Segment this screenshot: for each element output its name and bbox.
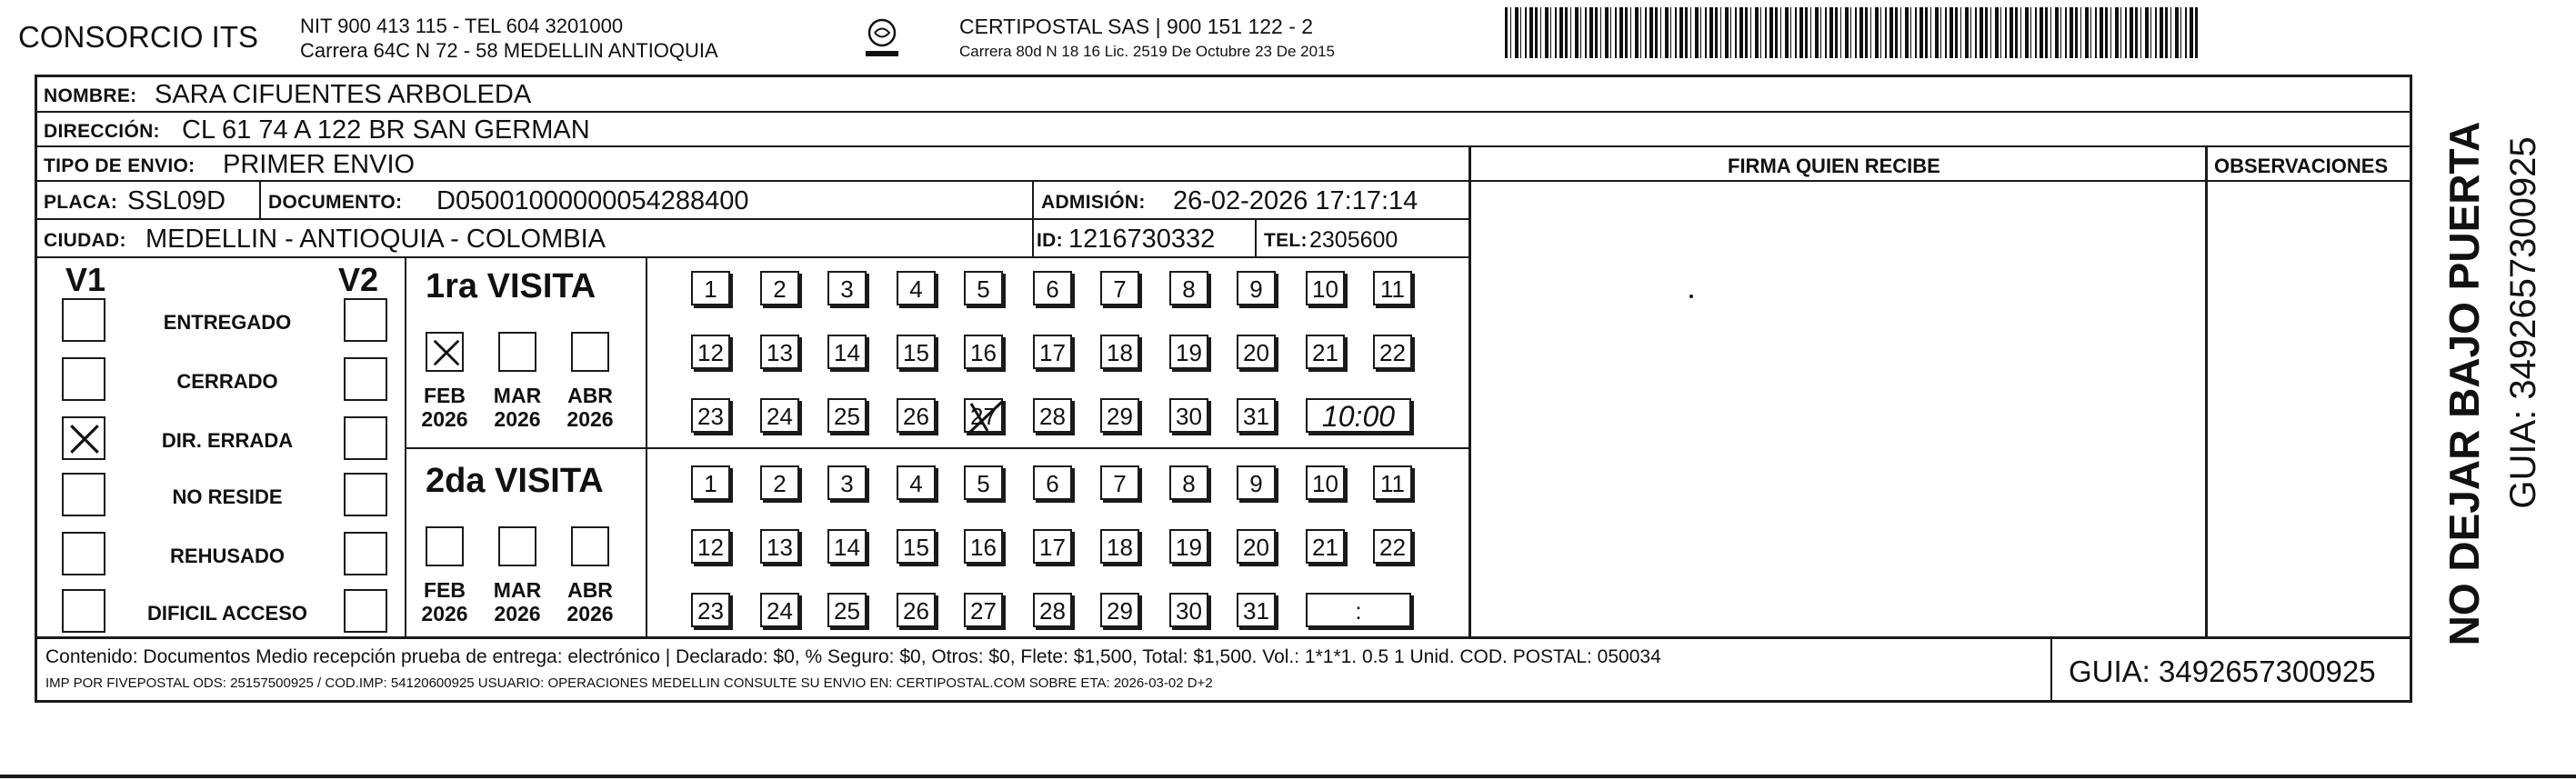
day-box[interactable]: 16 [964,529,1003,564]
recipient-address: CL 61 74 A 122 BR SAN GERMAN [182,115,590,145]
time-box[interactable]: : [1306,593,1411,627]
month-year: 2026 [421,602,468,626]
day-box[interactable]: 9 [1237,465,1276,500]
day-box[interactable]: 9 [1237,271,1276,305]
status-label: ENTREGADO [163,311,292,334]
x-mark-icon [65,420,104,458]
day-box[interactable]: 4 [897,465,936,500]
v1-checkbox[interactable] [62,589,105,633]
month-year: 2026 [494,407,541,432]
day-box[interactable]: 24 [760,593,799,627]
v2-label: V2 [338,261,379,298]
sender-address: Carrera 64C N 72 - 58 MEDELLIN ANTIOQUIA [300,39,718,62]
day-box[interactable]: 23 [691,398,730,433]
status-label: NO RESIDE [172,485,283,508]
day-box[interactable]: 3 [827,271,867,305]
day-box[interactable]: 29 [1100,398,1139,433]
month-checkbox[interactable] [571,332,609,372]
day-box[interactable]: 1 [691,271,730,305]
side-guia: GUIA: 3492657300925 [2503,136,2543,509]
day-box[interactable]: 20 [1237,529,1276,564]
certipostal-logo [855,16,909,64]
time-box[interactable]: 10:00 [1306,398,1411,433]
month-checkbox[interactable] [571,526,609,566]
day-box[interactable]: 8 [1169,465,1208,500]
day-box[interactable]: 28 [1033,398,1072,433]
day-box[interactable]: 29 [1100,593,1139,627]
day-box[interactable]: 6 [1033,465,1072,500]
carrier-address: Carrera 80d N 18 16 Lic. 2519 De Octubre 23 De 2015 [959,43,1335,60]
month-label [413,578,476,626]
day-box[interactable]: 10 [1306,271,1345,305]
day-box[interactable]: 6 [1033,271,1072,305]
check-mark-icon [966,400,1006,435]
day-box[interactable]: 14 [827,335,867,369]
month-name: MAR [493,578,542,602]
month-label [486,578,549,626]
month-name: ABR [567,578,613,602]
sender-name: CONSORCIO ITS [18,20,259,54]
day-box[interactable]: 13 [760,529,799,564]
signature-dot [1689,295,1693,298]
v1-label: V1 [65,261,106,298]
v1-checkbox[interactable] [62,298,105,342]
v2-checkbox[interactable] [344,357,387,401]
admission-label: ADMISIÓN: [1041,192,1146,213]
tel-label: TEL: [1264,230,1308,251]
visit-2-title: 2da VISITA [426,462,604,500]
day-box[interactable]: 21 [1306,335,1345,369]
v1-checkbox[interactable] [62,532,105,575]
v2-checkbox[interactable] [344,473,387,516]
day-box[interactable]: 5 [964,271,1003,305]
day-box[interactable]: 2 [760,271,799,305]
month-label [558,384,622,432]
id-label: ID: [1037,230,1063,251]
barcode [1505,7,2200,58]
day-box[interactable]: 19 [1169,335,1208,369]
month-checkbox[interactable] [426,332,464,372]
month-label [558,578,622,626]
type-label: TIPO DE ENVIO: [44,155,195,176]
day-box[interactable]: 8 [1169,271,1208,305]
month-checkbox[interactable] [498,332,536,372]
day-box[interactable]: 17 [1033,529,1072,564]
v1-checkbox[interactable] [62,473,105,516]
cut-line [0,775,2576,778]
month-checkbox[interactable] [426,526,464,566]
id-value: 1216730332 [1068,225,1216,254]
day-box[interactable]: 11 [1373,465,1412,500]
document-value: D05001000000054288400 [436,186,749,215]
day-box[interactable]: 25 [827,398,867,433]
month-year: 2026 [494,602,541,626]
day-box[interactable]: 11 [1373,271,1412,305]
day-box[interactable]: 30 [1169,398,1208,433]
visit-1-title: 1ra VISITA [426,267,596,305]
side-warning: NO DEJAR BAJO PUERTA [2441,121,2488,646]
month-label [486,384,549,432]
day-box[interactable]: 4 [897,271,936,305]
month-name: FEB [424,384,466,407]
day-box[interactable]: 27 [964,398,1003,433]
day-box[interactable]: 7 [1100,271,1139,305]
day-box[interactable]: 26 [897,398,936,433]
status-label: DIFICIL ACCESO [146,602,307,625]
day-box[interactable]: 31 [1237,593,1276,627]
day-box[interactable]: 31 [1237,398,1276,433]
month-name: FEB [424,578,466,602]
v2-checkbox[interactable] [344,298,387,342]
day-box[interactable]: 15 [897,529,936,564]
day-box[interactable]: 20 [1237,335,1276,369]
day-box[interactable]: 2 [760,465,799,500]
firma-label: FIRMA QUIEN RECIBE [1728,155,1940,177]
status-label: CERRADO [176,370,278,393]
day-box[interactable]: 3 [827,465,867,500]
day-box[interactable]: 21 [1306,529,1345,564]
status-label: REHUSADO [170,545,285,567]
month-label [413,384,476,432]
day-box[interactable]: 22 [1373,335,1412,369]
v2-checkbox[interactable] [344,532,387,575]
status-label: DIR. ERRADA [161,429,294,452]
content-line: Contenido: Documentos Medio recepción prueba de entrega: electrónico | Declarado: $0, % Seguro: $0, Otros: $0, Flete: $1,500, Total: $1,500. Vol.: 1*1*1. 0.5 1 Unid. COD. POSTAL: 050034 [45,646,1661,667]
city-value: MEDELLIN - ANTIOQUIA - COLOMBIA [145,225,606,254]
plate-value: SSL09D [127,186,226,215]
day-box[interactable]: 7 [1100,465,1139,500]
day-box[interactable]: 24 [760,398,799,433]
day-box[interactable]: 12 [691,335,730,369]
v1-checkbox[interactable] [62,416,105,460]
document-label: DOCUMENTO: [268,192,403,213]
v2-checkbox[interactable] [344,589,387,633]
day-box[interactable]: 28 [1033,593,1072,627]
observaciones-label: OBSERVACIONES [2214,155,2389,177]
day-box[interactable]: 15 [897,335,936,369]
sender-nit: NIT 900 413 115 - TEL 604 3201000 [300,15,624,37]
v1-checkbox[interactable] [62,357,105,401]
day-box[interactable]: 25 [827,593,867,627]
observations-area[interactable] [2210,184,2408,635]
city-label: CIUDAD: [44,230,126,251]
day-box[interactable]: 10 [1306,465,1345,500]
day-box[interactable]: 5 [964,465,1003,500]
shipment-type: PRIMER ENVIO [223,150,416,179]
month-year: 2026 [566,602,614,626]
day-box[interactable]: 18 [1100,335,1139,369]
day-box[interactable]: 13 [760,335,799,369]
imp-line: IMP POR FIVEPOSTAL ODS: 25157500925 / COD.IMP: 54120600925 USUARIO: OPERACIONES MEDELLIN CONSULTE SU ENVIO EN: CERTIPOSTAL.COM SOBRE ETA: 2026-03-02 D+2 [45,675,1213,691]
v2-checkbox[interactable] [344,416,387,460]
day-box[interactable]: 30 [1169,593,1208,627]
day-box[interactable]: 17 [1033,335,1072,369]
name-label: NOMBRE: [44,85,137,106]
address-label: DIRECCIÓN: [44,121,160,142]
month-name: ABR [567,384,613,407]
day-box[interactable]: 16 [964,335,1003,369]
month-name: MAR [493,384,542,407]
x-mark-icon [429,335,464,370]
admission-value: 26-02-2026 17:17:14 [1173,186,1418,215]
day-box[interactable]: 23 [691,593,730,627]
month-year: 2026 [566,407,614,432]
day-box[interactable]: 1 [691,465,730,500]
day-box[interactable]: 12 [691,529,730,564]
recipient-name: SARA CIFUENTES ARBOLEDA [155,80,532,109]
signature-area[interactable] [1473,184,2202,635]
day-box[interactable]: 22 [1373,529,1412,564]
month-year: 2026 [421,407,468,432]
plate-label: PLACA: [44,192,118,213]
day-box[interactable]: 26 [897,593,936,627]
tel-value: 2305600 [1309,227,1398,253]
day-box[interactable]: 27 [964,593,1003,627]
day-box[interactable]: 14 [827,529,867,564]
day-box[interactable]: 18 [1100,529,1139,564]
carrier-name: CERTIPOSTAL SAS | 900 151 122 - 2 [959,15,1314,38]
footer-guia: GUIA: 3492657300925 [2069,655,2376,688]
day-box[interactable]: 19 [1169,529,1208,564]
month-checkbox[interactable] [498,526,536,566]
